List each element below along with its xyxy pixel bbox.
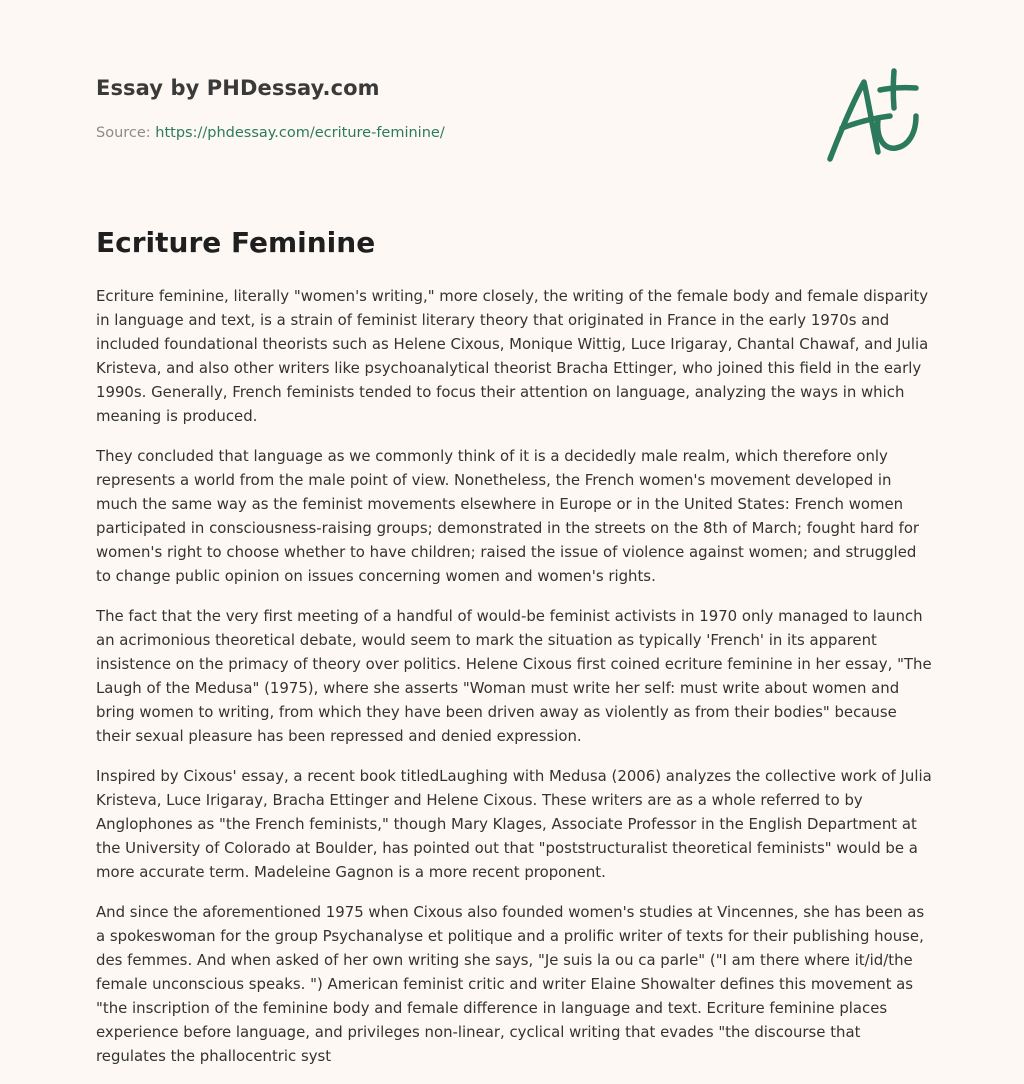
essay-paragraph: Ecriture feminine, literally "women's writing," more closely, the writing of the female body and female disparity in language and text, is a strain of feminist literary theory that originated in France in the early 1970s and included foundational theorists such as Helene Cixous, Monique Wittig, Luce Irigaray, Chantal Chawaf, and Julia Kristeva, and also other writers like psychoanalytical theorist Bracha Ettinger, who joined this field in the early 1990s. Generally, French feminists tended to focus their attention on language, analyzing the ways in which meaning is produced. [96, 287, 929, 425]
essay-title: Ecriture Feminine [96, 226, 376, 259]
page-header [96, 0, 928, 200]
source-link[interactable]: https://phdessay.com/ecriture-feminine/ [155, 125, 445, 141]
essay-paragraph: The fact that the very first meeting of a handful of would-be feminist activists in 1970 only managed to launch an acrimonious theoretical debate, would seem to mark the situation as typically 'French' in its apparent insistence on the primacy of theory over politics. Helene Cixous first coined ecriture feminine in her essay, "The Laugh of the Medusa" (1975), where she asserts "Woman must write her self: must write about women and bring women to writing, from which they have been driven away as violently as from their bodies" because their sexual pleasure has been repressed and denied expression. [96, 607, 932, 745]
source-label: Source: [96, 125, 156, 141]
brand-title: Essay by PHDessay.com [96, 76, 380, 100]
essay-body [96, 284, 932, 1084]
a-plus-grade-icon [824, 66, 928, 166]
source-line [96, 125, 445, 141]
essay-paragraph: And since the aforementioned 1975 when Cixous also founded women's studies at Vincennes, she has been as a spokeswoman for the group Psychanalyse et politique and a prolific writer of texts for their publishing house, des femmes. And when asked of her own writing she says, "Je suis la ou ca parle" ("I am there where it/id/the female unconscious speaks. ") American feminist critic and writer Elaine Showalter defines this movement as "the inscription of the feminine body and female difference in language and text. Ecriture feminine places experience before language, and privileges non-linear, cyclical writing that evades "the discourse that regulates the phallocentric syst [96, 903, 925, 1065]
essay-paragraph: They concluded that language as we commonly think of it is a decidedly male realm, which therefore only represents a world from the male point of view. Nonetheless, the French women's movement developed in much the same way as the feminist movements elsewhere in Europe or in the United States: French women participated in consciousness-raising groups; demonstrated in the streets on the 8th of March; fought hard for women's right to choose whether to have children; raised the issue of violence against women; and struggled to change public opinion on issues concerning women and women's rights. [96, 447, 920, 585]
essay-paragraph: Inspired by Cixous' essay, a recent book titledLaughing with Medusa (2006) analyzes the collective work of Julia Kristeva, Luce Irigaray, Bracha Ettinger and Helene Cixous. These writers are as a whole referred to by Anglophones as "the French feminists," though Mary Klages, Associate Professor in the English Department at the University of Colorado at Boulder, has pointed out that "poststructuralist theoretical feminists" would be a more accurate term. Madeleine Gagnon is a more recent proponent. [96, 767, 932, 881]
